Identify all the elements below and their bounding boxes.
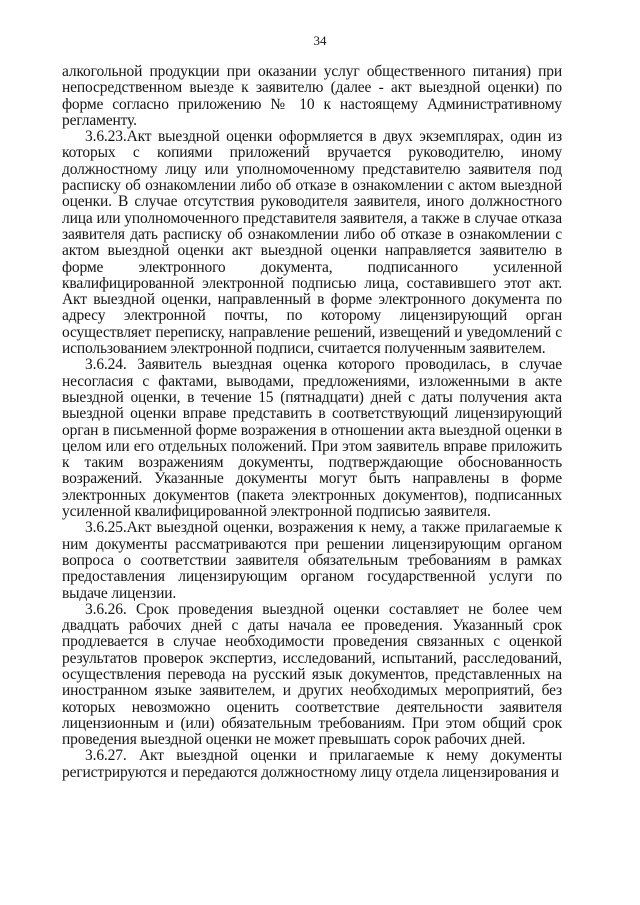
- paragraph-3-6-25: 3.6.25.Акт выездной оценки, возражения к нему, а также прилагаемые к ним документы рассматриваются при решении лицензирующим органом вопроса о соответствии заявителя обязательным требованиям в рамках предоставления лицензирующим органом государственной услуги по выдаче лицензии.: [62, 519, 562, 602]
- paragraph-3-6-27: 3.6.27. Акт выездной оценки и прилагаемые к нему документы регистрируются и передаются должностному лицу отдела лицензирования и: [62, 747, 562, 781]
- paragraph-3-6-26: 3.6.26. Срок проведения выездной оценки составляет не более чем двадцать рабочих дней с даты начала ее проведения. Указанный срок продлевается в случае необходимости проведения связанных с оценкой результатов проверок экспертиз, исследований, испытаний, расследований, осуществления перевода на русский язык документов, представленных на иностранном языке заявителем, и других необходимых мероприятий, без которых невозможно оценить соответствие деятельности заявителя лицензионным и (или) обязательным требованиям. При этом общий срок проведения выездной оценки не может превышать сорок рабочих дней.: [62, 600, 562, 749]
- document-body: [62, 64, 562, 781]
- paragraph-3-6-24: 3.6.24. Заявитель выездная оценка которого проводилась, в случае несогласия с фактами, выводами, предложениями, изложенными в акте выездной оценки, в течение 15 (пятнадцати) дней с даты получения акта выездной оценки вправе представить в соответствующий лицензирующий орган в письменной форме возражения в отношении акта выездной оценки в целом или его отдельных положений. При этом заявитель вправе приложить к таким возражениям документы, подтверждающие обоснованность возражений. Указанные документы могут быть направлены в форме электронных документов (пакета электронных документов), подписанных усиленной квалифицированной электронной подписью заявителя.: [62, 356, 562, 521]
- page-number: 34: [313, 33, 327, 48]
- paragraph-continuation: алкогольной продукции при оказании услуг общественного питания) при непосредственном выезде к заявителю (далее - акт выездной оценки) по форме согласно приложению № 10 к настоящему Административному регламенту.: [62, 63, 562, 129]
- paragraph-3-6-23: 3.6.23.Акт выездной оценки оформляется в двух экземплярах, один из которых с копиями приложений вручается руководителю, иному должностному лицу или уполномоченному представителю заявителя под расписку об ознакомлении либо об отказе в ознакомлении с актом выездной оценки. В случае отсутствия руководителя заявителя, иного должностного лица или уполномоченного представителя заявителя, а также в случае отказа заявителя дать расписку об ознакомлении либо об отказе в ознакомлении с актом выездной оценки акт выездной оценки направляется заявителю в форме электронного документа, подписанного усиленной квалифицированной электронной подписью лица, составившего этот акт. Акт выездной оценки, направленный в форме электронного документа по адресу электронной почты, по которому лицензирующий орган осуществляет переписку, направление решений, извещений и уведомлений с использованием электронной подписи, считается полученным заявителем.: [62, 128, 562, 358]
